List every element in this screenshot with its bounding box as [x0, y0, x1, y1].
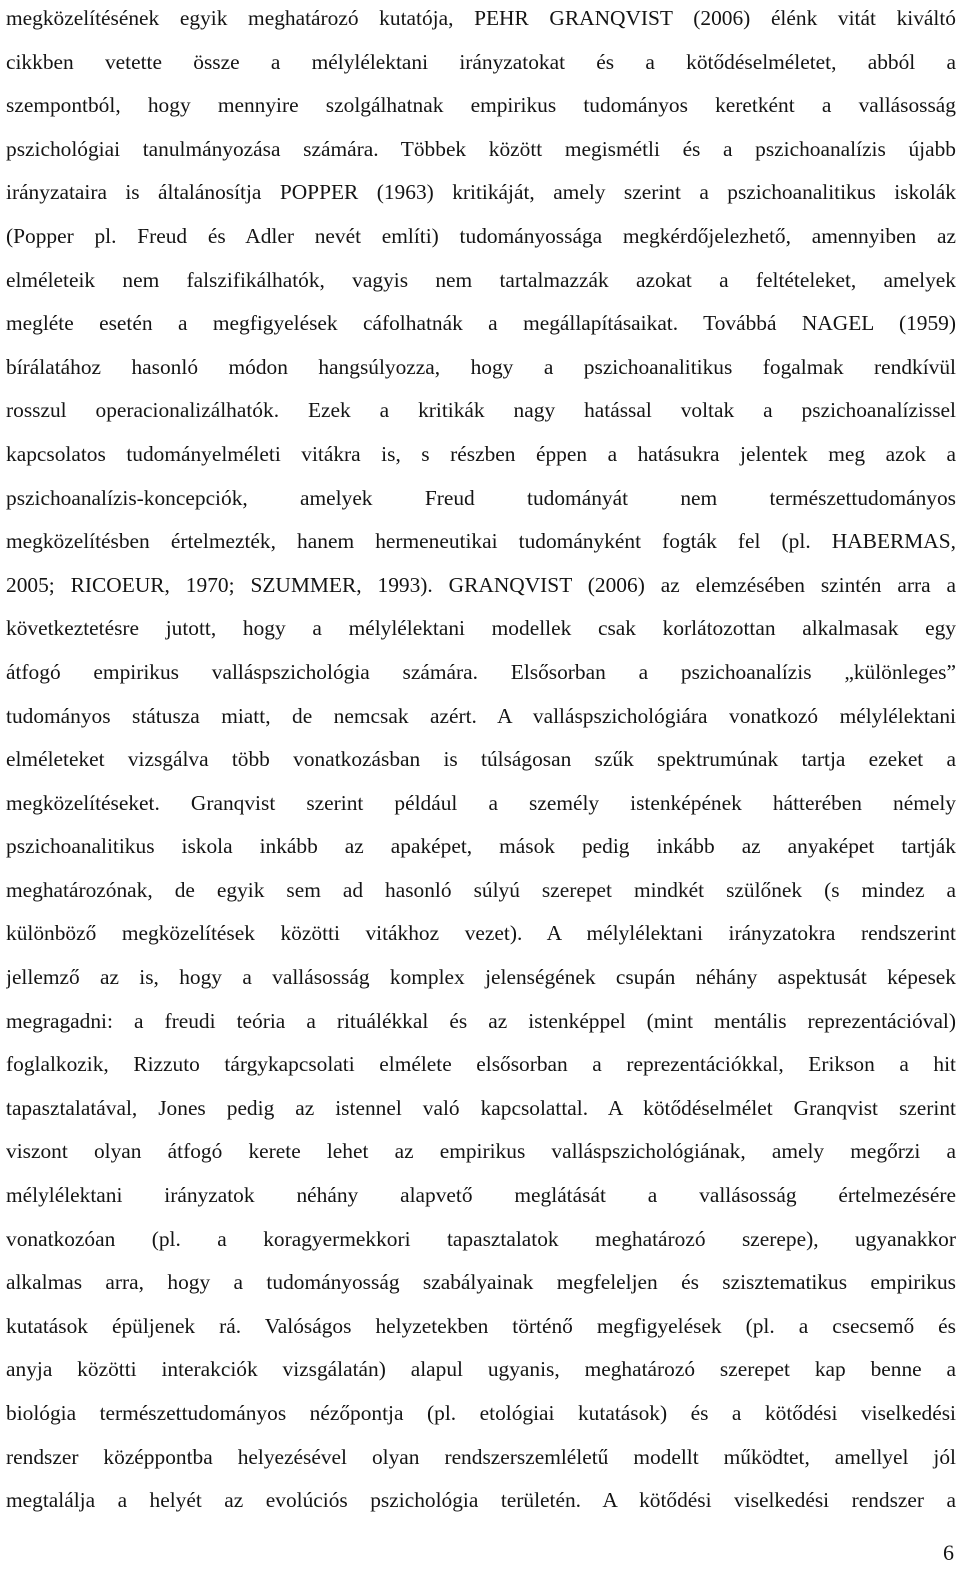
- text-line: pszichológiai tanulmányozása számára. Többek között megismétli és a pszichoanalízis újabb: [6, 136, 956, 161]
- text-line: kapcsolatos tudományelméleti vitákra is, s részben éppen a hatásukra jelentek meg azok a: [6, 441, 956, 466]
- text-line: cikkben vetette össze a mélylélektani irányzatokat és a kötődéselméletet, abból a: [6, 49, 956, 74]
- text-line: szempontból, hogy mennyire szolgálhatnak empirikus tudományos keretként a vallásosság: [6, 93, 956, 118]
- text-line: megragadni: a freudi teória a rituálékkal és az istenképpel (mint mentális reprezentációval): [6, 1008, 956, 1033]
- page-number: 6: [943, 1540, 954, 1565]
- text-line: biológia természettudományos nézőpontja (pl. etológiai kutatások) és a kötődési viselkedési: [6, 1401, 956, 1425]
- text-line: rendszer középpontba helyezésével olyan rendszerszemléletű modellt működtet, amellyel jól: [6, 1444, 956, 1469]
- text-line: foglalkozik, Rizzuto tárgykapcsolati elmélete elsősorban a reprezentációkkal, Erikson a hit: [6, 1052, 956, 1077]
- text-line: átfogó empirikus valláspszichológia számára. Elsősorban a pszichoanalízis „különleges”: [6, 659, 956, 684]
- text-line: tapasztalatával, Jones pedig az istennel való kapcsolattal. A kötődéselmélet Granqvist szerint: [6, 1095, 956, 1120]
- text-line: meghatározónak, de egyik sem ad hasonló súlyú szerepet mindkét szülőnek (s mindez a: [6, 877, 956, 902]
- text-line: bírálatához hasonló módon hangsúlyozza, hogy a pszichoanalitikus fogalmak rendkívül: [6, 354, 956, 379]
- text-line: megközelítésének egyik meghatározó kutatója, PEHR GRANQVIST (2006) élénk vitát kiváltó: [6, 6, 956, 30]
- text-line: anyja közötti interakciók vizsgálatán) alapul ugyanis, meghatározó szerepet kap benne a: [6, 1357, 956, 1382]
- text-line: megközelítéseket. Granqvist szerint például a személy istenképének hátterében némely: [6, 790, 956, 815]
- body-paragraph: [6, 0, 956, 1523]
- text-line: vonatkozóan (pl. a koragyermekkori tapasztalatok meghatározó szerepe), ugyanakkor: [6, 1226, 956, 1251]
- text-line: kutatások épüljenek rá. Valóságos helyzetekben történő megfigyelések (pl. a csecsemő és: [6, 1313, 956, 1338]
- text-line: irányzataira is általánosítja POPPER (1963) kritikáját, amely szerint a pszichoanalitikus iskolák: [6, 180, 956, 205]
- text-line: megléte esetén a megfigyelések cáfolhatnák a megállapításaikat. Továbbá NAGEL (1959): [6, 311, 956, 336]
- text-line: megközelítésben értelmezték, hanem hermeneutikai tudományként fogták fel (pl. HABERMAS,: [6, 529, 956, 554]
- text-line: pszichoanalízis-koncepciók, amelyek Freud tudományát nem természettudományos: [6, 485, 956, 510]
- text-line: rosszul operacionalizálhatók. Ezek a kritikák nagy hatással voltak a pszichoanalízissel: [6, 398, 956, 423]
- text-line: pszichoanalitikus iskola inkább az apaképet, mások pedig inkább az anyaképet tartják: [6, 834, 956, 859]
- text-line: elméleteket vizsgálva több vonatkozásban is túlságosan szűk spektrumúnak tartja ezeket a: [6, 747, 956, 772]
- text-line: (Popper pl. Freud és Adler nevét említi) tudományossága megkérdőjelezhető, amennyiben az: [6, 223, 956, 248]
- text-line: megtalálja a helyét az evolúciós pszichológia területén. A kötődési viselkedési rendszer a: [6, 1488, 956, 1513]
- text-line: tudományos státusza miatt, de nemcsak azért. A valláspszichológiára vonatkozó mélylélektani: [6, 703, 956, 728]
- text-line: 2005; RICOEUR, 1970; SZUMMER, 1993). GRANQVIST (2006) az elemzésében szintén arra a: [6, 572, 956, 597]
- text-line: jellemző az is, hogy a vallásosság komplex jelenségének csupán néhány aspektusát képesek: [6, 965, 956, 990]
- text-line: elméleteik nem falszifikálhatók, vagyis nem tartalmazzák azokat a feltételeket, amelyek: [6, 267, 956, 292]
- text-line: különböző megközelítések közötti vitákhoz vezet). A mélylélektani irányzatokra rendszerint: [6, 921, 956, 946]
- text-line: mélylélektani irányzatok néhány alapvető meglátását a vallásosság értelmezésére: [6, 1183, 956, 1208]
- text-line: következtetésre jutott, hogy a mélylélektani modellek csak korlátozottan alkalmasak egy: [6, 616, 956, 641]
- text-line: alkalmas arra, hogy a tudományosság szabályainak megfeleljen és szisztematikus empirikus: [6, 1270, 956, 1295]
- text-line: viszont olyan átfogó kerete lehet az empirikus valláspszichológiának, amely megőrzi a: [6, 1139, 956, 1164]
